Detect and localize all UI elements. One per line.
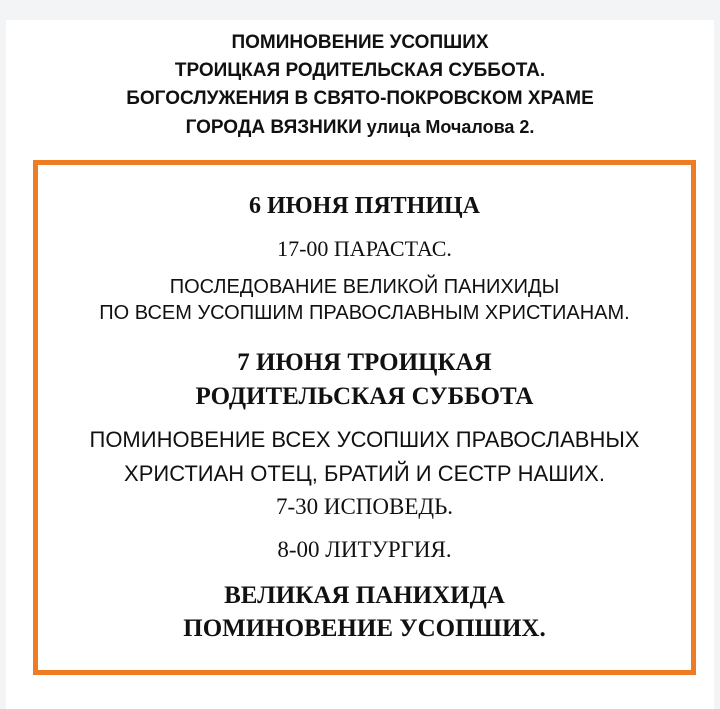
day1-description-line-1: ПОСЛЕДОВАНИЕ ВЕЛИКОЙ ПАНИХИДЫ [169,276,560,298]
header-line-4 [6,113,714,142]
final-service-line-2: ПОМИНОВЕНИЕ УСОПШИХ. [183,615,546,642]
header-line-2: ТРОИЦКАЯ РОДИТЕЛЬСКАЯ СУББОТА. [174,60,546,81]
day1-title: 6 ИЮНЯ ПЯТНИЦА [248,193,481,219]
header-line-3: БОГОСЛУЖЕНИЯ В СВЯТО-ПОКРОВСКОМ ХРАМЕ [126,88,594,109]
announcement-header [6,29,714,142]
liturgy-time: 8-00 ЛИТУРГИЯ. [277,537,452,562]
day2-title-line-2: РОДИТЕЛЬСКАЯ СУББОТА [195,383,534,410]
final-service-line-1: ВЕЛИКАЯ ПАНИХИДА [224,582,505,609]
day2-description-line-1: ПОМИНОВЕНИЕ ВСЕХ УСОПШИХ ПРАВОСЛАВНЫХ [89,427,640,452]
day1-time: 17-00 ПАРАСТАС. [277,236,452,261]
day1-description-line-2: ПО ВСЕМ УСОПШИМ ПРАВОСЛАВНЫМ ХРИСТИАНАМ. [99,302,630,324]
day2-title [38,346,691,414]
confession-time: 7-30 ИСПОВЕДЬ. [275,494,454,519]
final-service [38,579,691,645]
day1-description [38,274,691,326]
announcement-sheet [6,20,714,709]
day2-description [38,423,691,491]
schedule-frame [33,160,696,675]
header-line-1: ПОМИНОВЕНИЕ УСОПШИХ [231,32,489,53]
header-city: ГОРОДА ВЯЗНИКИ [185,117,362,138]
top-cropped-strip [0,0,720,20]
day2-title-line-1: 7 ИЮНЯ ТРОИЦКАЯ [237,349,492,376]
day2-description-line-2: ХРИСТИАН ОТЕЦ, БРАТИЙ И СЕСТР НАШИХ. [124,461,605,486]
header-address: улица Мочалова 2. [361,117,535,137]
